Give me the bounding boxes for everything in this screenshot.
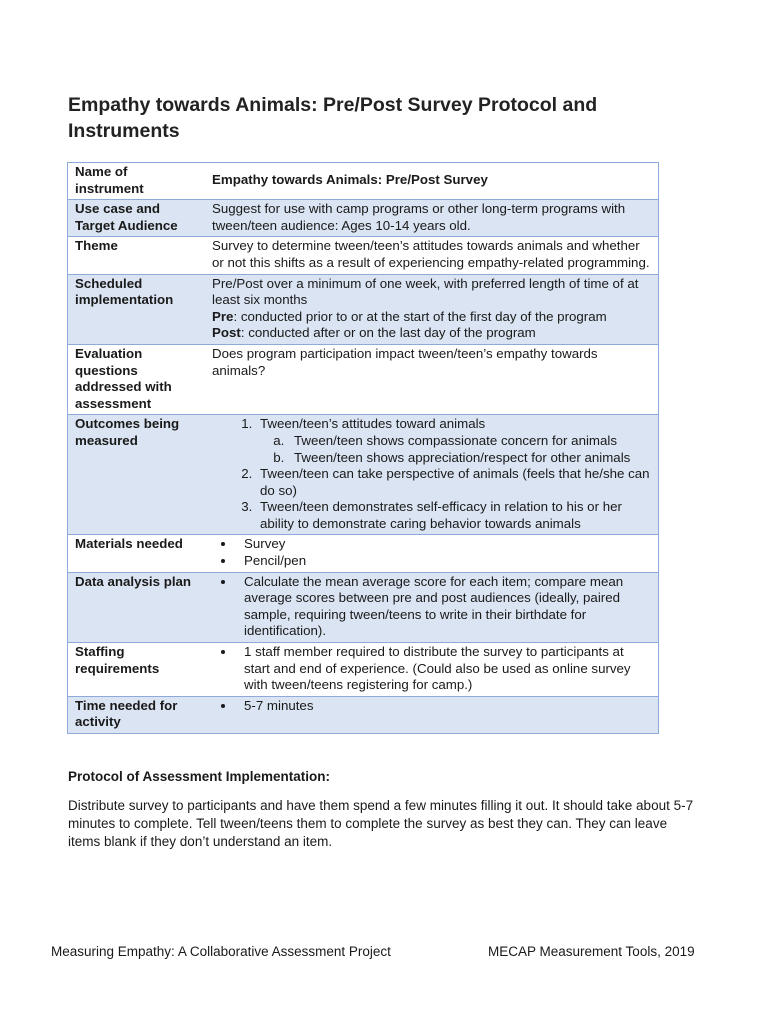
post-text: : conducted after or on the last day of the program — [240, 325, 536, 341]
list-item — [256, 416, 652, 466]
staffing-list — [212, 644, 652, 694]
pre-label: Pre — [212, 308, 234, 324]
row-label-schedule: Scheduled implementation — [68, 274, 206, 344]
table-row — [68, 415, 659, 535]
protocol-table — [67, 162, 659, 734]
schedule-text: Pre/Post over a minimum of one week, with preferred length of time of at least six months — [212, 275, 639, 308]
row-label-outcomes: Outcomes being measured — [68, 415, 206, 535]
row-value-staffing — [205, 643, 659, 697]
page-title: Empathy towards Animals: Pre/Post Survey Protocol and Instruments — [68, 94, 598, 142]
time-list — [212, 698, 652, 715]
row-value-analysis — [205, 572, 659, 642]
footer-left: Measuring Empathy: A Collaborative Assessment Project — [51, 944, 391, 959]
row-label-materials: Materials needed — [68, 535, 206, 572]
list-item: b. Tween/teen shows appreciation/respect for other animals — [288, 450, 652, 467]
post-label: Post — [212, 325, 241, 341]
row-value-use: Suggest for use with camp programs or other long-term programs with tween/teen audience: Ages 10-14 years old. — [205, 200, 659, 237]
table-row — [68, 344, 659, 414]
table-row — [68, 237, 659, 274]
row-value-time — [205, 696, 659, 733]
list-item: • Calculate the mean average score for each item; compare mean average scores between pre and post audiences (ideally, paired sample, requiring tween/teens to write in their birthdate for identification). — [236, 574, 652, 640]
list-item: • 1 staff member required to distribute the survey to participants at start and end of experience. (Could also be used as online survey with tween/teens registering for camp.) — [236, 644, 652, 694]
list-item: 2. Tween/teen can take perspective of animals (feels that he/she can do so) — [256, 466, 652, 499]
pre-text: : conducted prior to or at the start of the first day of the program — [233, 308, 607, 324]
table-row — [68, 696, 659, 733]
row-label-staffing: Staffing requirements — [68, 643, 206, 697]
list-item: • 5-7 minutes — [236, 698, 652, 715]
row-value-outcomes — [205, 415, 659, 535]
outcome-text: Tween/teen’s attitudes toward animals — [260, 416, 486, 432]
row-value-materials — [205, 535, 659, 572]
row-label-analysis: Data analysis plan — [68, 572, 206, 642]
table-row — [68, 535, 659, 572]
list-item: • Pencil/pen — [236, 553, 652, 570]
row-label-time: Time needed for activity — [68, 696, 206, 733]
outcomes-list — [212, 416, 652, 532]
table-row — [68, 643, 659, 697]
materials-list — [212, 536, 652, 569]
row-label-theme: Theme — [68, 237, 206, 274]
row-label-name: Name of instrument — [68, 163, 206, 200]
list-item: • Survey — [236, 536, 652, 553]
row-value-theme: Survey to determine tween/teen’s attitudes towards animals and whether or not this shifts as a result of experiencing empathy-related programming. — [205, 237, 659, 274]
table-row — [68, 572, 659, 642]
list-item: a. Tween/teen shows compassionate concern for animals — [288, 433, 652, 450]
row-value-name: Empathy towards Animals: Pre/Post Survey — [205, 163, 659, 200]
footer-right: MECAP Measurement Tools, 2019 — [488, 944, 695, 959]
protocol-heading: Protocol of Assessment Implementation: — [68, 769, 331, 784]
list-item: 3. Tween/teen demonstrates self-efficacy in relation to his or her ability to demonstrate caring behavior towards animals — [256, 499, 652, 532]
row-label-use: Use case and Target Audience — [68, 200, 206, 237]
row-label-evaluation: Evaluation questions addressed with assessment — [68, 344, 206, 414]
table-row — [68, 163, 659, 200]
analysis-list — [212, 574, 652, 640]
table-row — [68, 200, 659, 237]
row-value-schedule — [205, 274, 659, 344]
protocol-text: Distribute survey to participants and have them spend a few minutes filling it out. It should take about 5-7 minutes to complete. Tell tween/teens them to complete the survey as best they can. They can leave items blank if they don’t understand an item. — [68, 798, 694, 849]
outcomes-sublist — [260, 433, 652, 466]
table-row — [68, 274, 659, 344]
row-value-evaluation: Does program participation impact tween/teen’s empathy towards animals? — [205, 344, 659, 414]
